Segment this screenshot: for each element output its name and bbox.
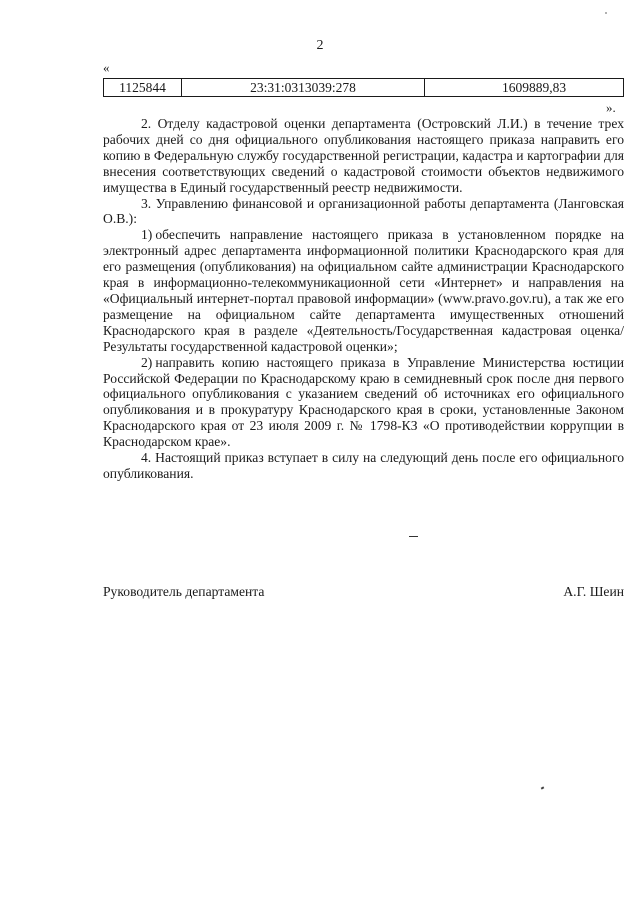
paragraph-4: 4. Настоящий приказ вступает в силу на следующий день после его официального опубликования. (103, 450, 624, 481)
cadastral-table (103, 78, 624, 97)
paragraph-2: 2. Отделу кадастровой оценки департамента (Островский Л.И.) в течение трех рабочих дней со дня официального опубликования настоящего приказа направить его копию в Федеральную службу государственной регистрации, кадастра и картографии для внесения соответствующих сведений о кадастровой стоимости объектов недвижимого имущества в Единый государственный реестр недвижимости. (103, 116, 624, 195)
list-item-text: обеспечить направление настоящего приказа в установленном порядке на электронный адрес департамента информационной политики Краснодарского края для его размещения (опубликования) на официальном сайте администрации Краснодарского края в информационно-телекоммуникационной сети «Интернет» и направления на «Официальный интернет-портал правовой информации» (www.pravo.gov.ru), а так же его размещение на официальном сайте департамента имущественных отношений Краснодарского края в разделе «Деятельность/Государственная кадастровая оценка/Результаты государственной кадастровой оценки»; (103, 227, 624, 354)
scan-speck (605, 12, 607, 14)
signature-block (103, 584, 624, 600)
list-item-1 (103, 227, 624, 354)
table-cell-number: 1125844 (104, 79, 182, 96)
dash-mark (409, 536, 418, 537)
scan-speck (541, 786, 545, 789)
signatory-name: А.Г. Шеин (563, 584, 624, 599)
list-item-2 (103, 355, 624, 450)
paragraph-3: 3. Управлению финансовой и организационной работы департамента (Ланговская О.В.): (103, 195, 624, 227)
list-number: 2) (141, 354, 153, 370)
signatory-position: Руководитель департамента (103, 584, 265, 599)
open-quote: « (103, 60, 110, 75)
list-number: 1) (141, 227, 153, 243)
page-number: 2 (316, 38, 324, 53)
table-cell-value: 1609889,83 (501, 79, 567, 95)
table-cell-cadastral-number: 23:31:0313039:278 (182, 79, 425, 96)
document-body (103, 116, 624, 482)
list-item-text: направить копию настоящего приказа в Управление Министерства юстиции Российской Федерации по Краснодарскому краю в семидневный срок после дня первого официального опубликования с указанием сведений об источниках его официального опубликования и в прокуратуру Краснодарского края в сроки, установленные Законом Краснодарского края от 23 июля 2009 г. № 1798-КЗ «О противодействии коррупции в Краснодарском крае». (103, 354, 624, 450)
close-quote: ». (606, 100, 616, 115)
